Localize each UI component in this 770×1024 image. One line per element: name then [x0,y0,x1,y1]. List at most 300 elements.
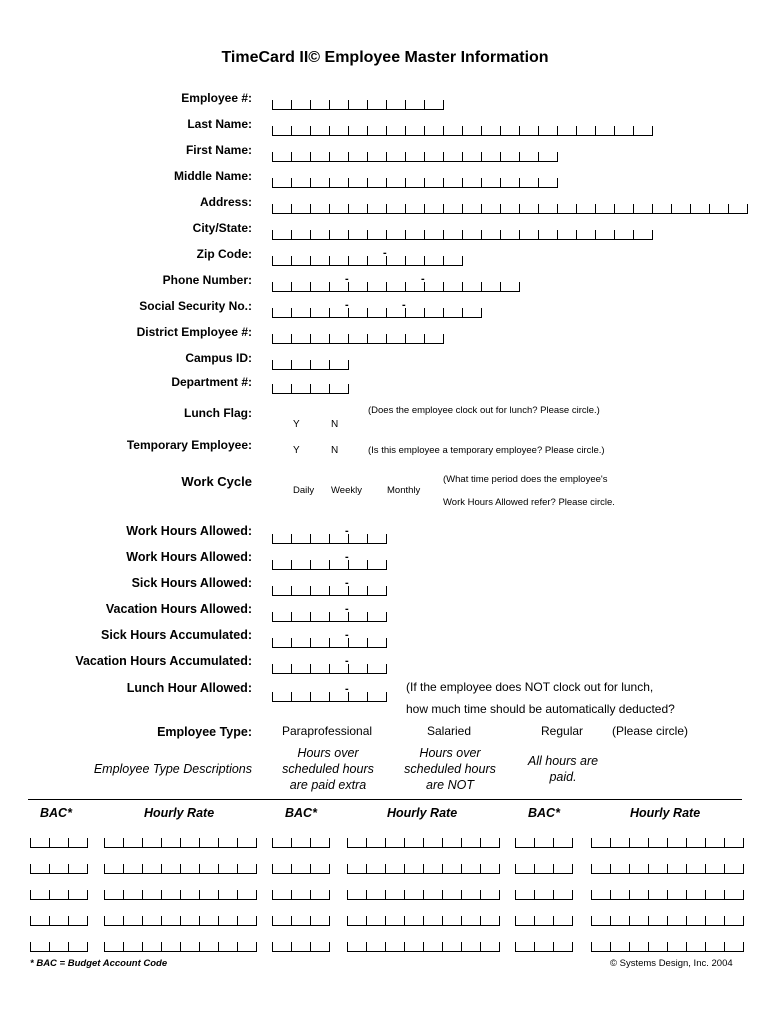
box-cell[interactable] [481,282,500,291]
box-cell[interactable] [481,152,500,161]
box-cell[interactable] [534,942,553,951]
box-cell[interactable] [310,942,330,951]
box-cell[interactable] [272,360,291,369]
hourly-rate-field-r1-c2[interactable] [347,838,500,848]
box-cell[interactable] [310,308,329,317]
box-cell[interactable] [424,334,444,343]
box-cell[interactable] [291,100,310,109]
box-cell[interactable] [591,942,610,951]
box-cell[interactable] [366,838,385,847]
box-cell[interactable] [385,890,404,899]
hourly-rate-field-r5-c3[interactable] [591,942,744,952]
box-cell[interactable] [424,178,443,187]
box-cell[interactable] [329,126,348,135]
box-cell[interactable] [310,178,329,187]
box-cell[interactable] [310,126,329,135]
box-cell[interactable] [272,100,291,109]
phone-field[interactable] [272,282,520,292]
box-cell[interactable] [310,282,329,291]
box-cell[interactable] [104,942,123,951]
box-cell[interactable] [199,916,218,925]
box-cell[interactable] [423,942,442,951]
box-cell[interactable] [443,308,462,317]
bac-field-r2-c2[interactable] [272,864,330,874]
box-cell[interactable] [461,890,480,899]
box-cell[interactable] [348,612,367,621]
box-cell[interactable] [291,534,310,543]
box-cell[interactable] [366,864,385,873]
box-cell[interactable] [442,916,461,925]
box-cell[interactable] [161,864,180,873]
box-cell[interactable] [423,864,442,873]
bac-field-r1-c3[interactable] [515,838,573,848]
box-cell[interactable] [442,864,461,873]
box-cell[interactable] [310,560,329,569]
campus-id-field[interactable] [272,360,349,370]
box-cell[interactable] [272,586,291,595]
box-cell[interactable] [553,890,573,899]
bac-field-r5-c1[interactable] [30,942,88,952]
box-cell[interactable] [386,334,405,343]
box-cell[interactable] [553,916,573,925]
box-cell[interactable] [462,178,481,187]
box-cell[interactable] [104,890,123,899]
box-cell[interactable] [367,230,386,239]
box-cell[interactable] [442,942,461,951]
box-cell[interactable] [442,890,461,899]
box-cell[interactable] [648,890,667,899]
type-paraprofessional[interactable]: Paraprofessional [282,724,373,738]
box-cell[interactable] [519,152,538,161]
box-cell[interactable] [386,100,405,109]
bac-field-r2-c3[interactable] [515,864,573,874]
box-cell[interactable] [291,864,310,873]
box-cell[interactable] [386,282,405,291]
box-cell[interactable] [123,942,142,951]
box-cell[interactable] [405,178,424,187]
box-cell[interactable] [610,890,629,899]
box-cell[interactable] [237,942,257,951]
box-cell[interactable] [218,838,237,847]
box-cell[interactable] [633,230,653,239]
box-cell[interactable] [30,838,49,847]
box-cell[interactable] [291,334,310,343]
box-cell[interactable] [423,838,442,847]
box-cell[interactable] [272,664,291,673]
box-cell[interactable] [310,612,329,621]
box-cell[interactable] [515,890,534,899]
box-cell[interactable] [329,152,348,161]
box-cell[interactable] [347,942,366,951]
hourly-rate-field-r4-c3[interactable] [591,916,744,926]
box-cell[interactable] [30,916,49,925]
box-cell[interactable] [123,916,142,925]
box-cell[interactable] [671,204,690,213]
box-cell[interactable] [104,838,123,847]
box-cell[interactable] [366,942,385,951]
box-cell[interactable] [348,152,367,161]
box-cell[interactable] [367,126,386,135]
department-field[interactable] [272,384,349,394]
box-cell[interactable] [272,230,291,239]
box-cell[interactable] [595,230,614,239]
lunch-allowed-field[interactable] [272,692,387,702]
box-cell[interactable] [366,916,385,925]
box-cell[interactable] [404,864,423,873]
vacation-accum-field[interactable] [272,664,387,674]
first-name-field[interactable] [272,152,558,162]
lunch-flag-yes[interactable]: Y [293,419,300,430]
box-cell[interactable] [500,282,520,291]
box-cell[interactable] [519,230,538,239]
box-cell[interactable] [386,152,405,161]
box-cell[interactable] [595,126,614,135]
box-cell[interactable] [538,230,557,239]
box-cell[interactable] [405,152,424,161]
middle-name-field[interactable] [272,178,558,188]
box-cell[interactable] [199,890,218,899]
box-cell[interactable] [557,126,576,135]
box-cell[interactable] [310,638,329,647]
box-cell[interactable] [142,890,161,899]
box-cell[interactable] [724,890,744,899]
box-cell[interactable] [49,838,68,847]
box-cell[interactable] [348,560,367,569]
district-emp-field[interactable] [272,334,444,344]
box-cell[interactable] [49,864,68,873]
hourly-rate-field-r2-c2[interactable] [347,864,500,874]
box-cell[interactable] [534,890,553,899]
box-cell[interactable] [272,692,291,701]
box-cell[interactable] [424,152,443,161]
box-cell[interactable] [500,126,519,135]
hourly-rate-field-r3-c3[interactable] [591,890,744,900]
box-cell[interactable] [123,890,142,899]
box-cell[interactable] [443,204,462,213]
city-state-field[interactable] [272,230,653,240]
box-cell[interactable] [576,230,595,239]
box-cell[interactable] [610,838,629,847]
box-cell[interactable] [272,152,291,161]
box-cell[interactable] [348,282,367,291]
zip-code-field[interactable] [272,256,463,266]
box-cell[interactable] [404,942,423,951]
box-cell[interactable] [367,178,386,187]
box-cell[interactable] [291,204,310,213]
box-cell[interactable] [291,560,310,569]
hourly-rate-field-r2-c1[interactable] [104,864,257,874]
box-cell[interactable] [310,664,329,673]
work-hours-2-field[interactable] [272,560,387,570]
lunch-flag-no[interactable]: N [331,419,339,430]
bac-field-r4-c1[interactable] [30,916,88,926]
type-salaried[interactable]: Salaried [427,724,472,738]
box-cell[interactable] [591,890,610,899]
box-cell[interactable] [553,942,573,951]
box-cell[interactable] [481,126,500,135]
box-cell[interactable] [480,916,500,925]
box-cell[interactable] [68,890,88,899]
box-cell[interactable] [424,126,443,135]
box-cell[interactable] [553,838,573,847]
work-cycle-weekly[interactable]: Weekly [331,485,362,496]
box-cell[interactable] [310,838,330,847]
box-cell[interactable] [461,942,480,951]
box-cell[interactable] [538,152,558,161]
bac-field-r3-c3[interactable] [515,890,573,900]
box-cell[interactable] [367,534,387,543]
box-cell[interactable] [180,942,199,951]
box-cell[interactable] [424,204,443,213]
hourly-rate-field-r1-c1[interactable] [104,838,257,848]
sick-allowed-field[interactable] [272,586,387,596]
box-cell[interactable] [142,838,161,847]
box-cell[interactable] [272,838,291,847]
box-cell[interactable] [291,308,310,317]
box-cell[interactable] [366,890,385,899]
box-cell[interactable] [329,256,348,265]
box-cell[interactable] [310,384,329,393]
box-cell[interactable] [481,230,500,239]
box-cell[interactable] [538,178,558,187]
box-cell[interactable] [218,890,237,899]
box-cell[interactable] [291,256,310,265]
box-cell[interactable] [180,864,199,873]
box-cell[interactable] [557,230,576,239]
box-cell[interactable] [237,864,257,873]
box-cell[interactable] [347,916,366,925]
box-cell[interactable] [367,334,386,343]
box-cell[interactable] [591,864,610,873]
box-cell[interactable] [686,916,705,925]
box-cell[interactable] [443,152,462,161]
box-cell[interactable] [648,916,667,925]
box-cell[interactable] [686,890,705,899]
box-cell[interactable] [237,890,257,899]
box-cell[interactable] [310,334,329,343]
box-cell[interactable] [291,230,310,239]
box-cell[interactable] [367,560,387,569]
box-cell[interactable] [348,638,367,647]
box-cell[interactable] [610,864,629,873]
box-cell[interactable] [291,178,310,187]
box-cell[interactable] [367,100,386,109]
box-cell[interactable] [386,230,405,239]
box-cell[interactable] [161,942,180,951]
box-cell[interactable] [142,864,161,873]
box-cell[interactable] [272,384,291,393]
box-cell[interactable] [348,664,367,673]
box-cell[interactable] [405,100,424,109]
box-cell[interactable] [595,204,614,213]
box-cell[interactable] [237,838,257,847]
hourly-rate-field-r4-c2[interactable] [347,916,500,926]
box-cell[interactable] [329,100,348,109]
box-cell[interactable] [667,890,686,899]
box-cell[interactable] [480,942,500,951]
box-cell[interactable] [272,612,291,621]
box-cell[interactable] [405,230,424,239]
box-cell[interactable] [424,256,443,265]
box-cell[interactable] [404,916,423,925]
box-cell[interactable] [709,204,728,213]
box-cell[interactable] [348,126,367,135]
box-cell[interactable] [386,178,405,187]
box-cell[interactable] [462,204,481,213]
box-cell[interactable] [348,586,367,595]
box-cell[interactable] [49,890,68,899]
box-cell[interactable] [385,838,404,847]
box-cell[interactable] [557,204,576,213]
box-cell[interactable] [367,204,386,213]
box-cell[interactable] [481,204,500,213]
box-cell[interactable] [310,204,329,213]
box-cell[interactable] [329,384,349,393]
box-cell[interactable] [329,178,348,187]
box-cell[interactable] [310,534,329,543]
box-cell[interactable] [610,916,629,925]
box-cell[interactable] [648,942,667,951]
box-cell[interactable] [291,282,310,291]
box-cell[interactable] [629,838,648,847]
box-cell[interactable] [519,126,538,135]
box-cell[interactable] [686,942,705,951]
box-cell[interactable] [272,334,291,343]
box-cell[interactable] [519,178,538,187]
box-cell[interactable] [218,916,237,925]
box-cell[interactable] [614,126,633,135]
box-cell[interactable] [104,864,123,873]
box-cell[interactable] [405,256,424,265]
box-cell[interactable] [629,864,648,873]
box-cell[interactable] [462,308,482,317]
box-cell[interactable] [329,360,349,369]
box-cell[interactable] [443,178,462,187]
box-cell[interactable] [538,126,557,135]
box-cell[interactable] [104,916,123,925]
box-cell[interactable] [404,890,423,899]
box-cell[interactable] [218,864,237,873]
box-cell[interactable] [404,838,423,847]
ssn-field[interactable] [272,308,482,318]
box-cell[interactable] [68,838,88,847]
box-cell[interactable] [310,916,330,925]
box-cell[interactable] [199,942,218,951]
box-cell[interactable] [291,838,310,847]
box-cell[interactable] [180,890,199,899]
box-cell[interactable] [291,586,310,595]
box-cell[interactable] [348,534,367,543]
box-cell[interactable] [68,942,88,951]
box-cell[interactable] [142,942,161,951]
box-cell[interactable] [462,126,481,135]
box-cell[interactable] [652,204,671,213]
box-cell[interactable] [686,864,705,873]
box-cell[interactable] [199,864,218,873]
box-cell[interactable] [30,942,49,951]
box-cell[interactable] [500,230,519,239]
box-cell[interactable] [348,256,367,265]
box-cell[interactable] [724,838,744,847]
box-cell[interactable] [629,890,648,899]
box-cell[interactable] [461,838,480,847]
box-cell[interactable] [443,126,462,135]
box-cell[interactable] [405,204,424,213]
box-cell[interactable] [123,864,142,873]
box-cell[interactable] [310,100,329,109]
bac-field-r1-c1[interactable] [30,838,88,848]
box-cell[interactable] [667,916,686,925]
box-cell[interactable] [462,152,481,161]
box-cell[interactable] [667,942,686,951]
box-cell[interactable] [348,178,367,187]
box-cell[interactable] [68,864,88,873]
box-cell[interactable] [386,204,405,213]
box-cell[interactable] [161,916,180,925]
box-cell[interactable] [633,204,652,213]
box-cell[interactable] [68,916,88,925]
box-cell[interactable] [367,612,387,621]
box-cell[interactable] [329,204,348,213]
box-cell[interactable] [272,126,291,135]
box-cell[interactable] [424,282,443,291]
bac-field-r5-c2[interactable] [272,942,330,952]
box-cell[interactable] [272,942,291,951]
box-cell[interactable] [515,864,534,873]
bac-field-r5-c3[interactable] [515,942,573,952]
box-cell[interactable] [614,204,633,213]
box-cell[interactable] [367,152,386,161]
employee-num-field[interactable] [272,100,444,110]
box-cell[interactable] [576,126,595,135]
box-cell[interactable] [291,916,310,925]
box-cell[interactable] [180,916,199,925]
box-cell[interactable] [500,204,519,213]
box-cell[interactable] [385,942,404,951]
box-cell[interactable] [705,864,724,873]
box-cell[interactable] [629,942,648,951]
box-cell[interactable] [480,838,500,847]
box-cell[interactable] [705,916,724,925]
box-cell[interactable] [161,838,180,847]
box-cell[interactable] [291,638,310,647]
box-cell[interactable] [386,126,405,135]
box-cell[interactable] [591,916,610,925]
box-cell[interactable] [199,838,218,847]
box-cell[interactable] [348,308,367,317]
box-cell[interactable] [705,838,724,847]
work-cycle-daily[interactable]: Daily [293,485,315,496]
box-cell[interactable] [461,916,480,925]
hourly-rate-field-r4-c1[interactable] [104,916,257,926]
box-cell[interactable] [272,638,291,647]
hourly-rate-field-r3-c1[interactable] [104,890,257,900]
box-cell[interactable] [367,692,387,701]
box-cell[interactable] [329,334,348,343]
box-cell[interactable] [461,864,480,873]
hourly-rate-field-r5-c2[interactable] [347,942,500,952]
bac-field-r4-c3[interactable] [515,916,573,926]
box-cell[interactable] [576,204,595,213]
box-cell[interactable] [610,942,629,951]
box-cell[interactable] [291,942,310,951]
box-cell[interactable] [424,100,444,109]
box-cell[interactable] [534,916,553,925]
box-cell[interactable] [424,308,443,317]
sick-accum-field[interactable] [272,638,387,648]
type-regular[interactable]: Regular [541,724,584,738]
box-cell[interactable] [310,152,329,161]
